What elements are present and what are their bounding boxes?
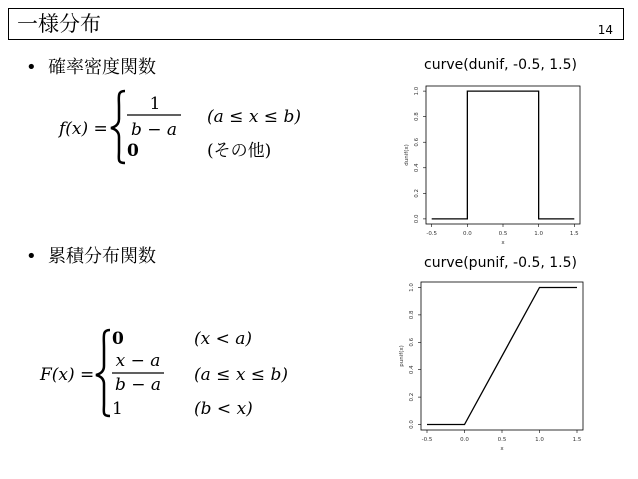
y-tick-label: 0.8	[409, 310, 415, 320]
x-tick-label: -0.5	[421, 437, 433, 443]
x-tick-label: 0.0	[462, 231, 472, 237]
cdf-bullet	[26, 246, 156, 268]
y-tick-label: 0.0	[414, 214, 420, 224]
y-tick-label: 1.0	[414, 86, 420, 96]
pdf-case2-condition: (その他)	[207, 141, 272, 161]
cdf-lhs: F(x) =	[40, 365, 95, 385]
x-tick-label: -0.5	[426, 231, 438, 237]
cdf-case1-condition: (x < a)	[194, 329, 253, 349]
y-tick-label: 1.0	[409, 283, 415, 292]
bullet-dot: •	[26, 57, 37, 78]
y-tick-label: 0.6	[414, 137, 420, 147]
cdf-case2-denominator: b − a	[114, 375, 162, 395]
x-axis-label: x	[501, 240, 505, 246]
y-axis-label: dunif(x)	[404, 144, 410, 166]
pdf-brace	[111, 91, 125, 163]
x-tick-label: 1.0	[534, 231, 544, 237]
pdf-case1-denominator: b − a	[130, 120, 178, 140]
series-line	[432, 91, 575, 219]
series-line	[427, 287, 577, 424]
y-tick-label: 0.8	[414, 112, 420, 122]
cdf-formula	[36, 326, 296, 418]
y-tick-label: 0.6	[409, 337, 415, 347]
pdf-formula	[55, 85, 325, 165]
y-tick-label: 0.4	[409, 365, 415, 375]
pdf-lhs: f(x) =	[59, 119, 108, 139]
cdf-brace	[96, 330, 110, 416]
pdf-case1-numerator: 1	[149, 94, 161, 114]
cdf-case1-value: 0	[112, 329, 124, 349]
x-tick-label: 1.0	[535, 437, 544, 443]
x-tick-label: 0.5	[498, 231, 508, 237]
slide-title: 一様分布	[17, 12, 101, 36]
pdf-case1-condition: (a ≤ x ≤ b)	[207, 107, 301, 127]
cdf-heading: 累積分布関数	[48, 246, 156, 267]
page-number: 14	[597, 23, 613, 37]
cdf-case2-numerator: x − a	[115, 351, 161, 371]
cdf-case3-value: 1	[112, 399, 123, 418]
chart-1-title: curve(dunif, -0.5, 1.5)	[424, 57, 577, 73]
y-tick-label: 0.2	[409, 392, 415, 402]
pdf-bullet	[26, 57, 156, 79]
punif-chart	[393, 276, 591, 466]
bullet-dot: •	[26, 246, 37, 267]
slide-title-box	[8, 8, 624, 40]
y-axis-label: punif(x)	[399, 345, 405, 367]
cdf-case3-condition: (b < x)	[194, 399, 253, 418]
x-axis-label: x	[500, 446, 504, 452]
x-tick-label: 1.5	[569, 231, 579, 237]
plot-frame	[426, 86, 580, 224]
y-tick-label: 0.4	[414, 163, 420, 173]
x-tick-label: 1.5	[572, 437, 582, 443]
cdf-case2-condition: (a ≤ x ≤ b)	[194, 365, 288, 385]
y-tick-label: 0.2	[414, 188, 420, 198]
y-tick-label: 0.0	[409, 420, 415, 429]
chart-2-title: curve(punif, -0.5, 1.5)	[424, 255, 577, 271]
x-tick-label: 0.0	[460, 437, 469, 443]
x-tick-label: 0.5	[497, 437, 507, 443]
pdf-heading: 確率密度関数	[48, 57, 156, 78]
pdf-case2-value: 0	[127, 141, 139, 161]
dunif-chart	[400, 80, 590, 250]
